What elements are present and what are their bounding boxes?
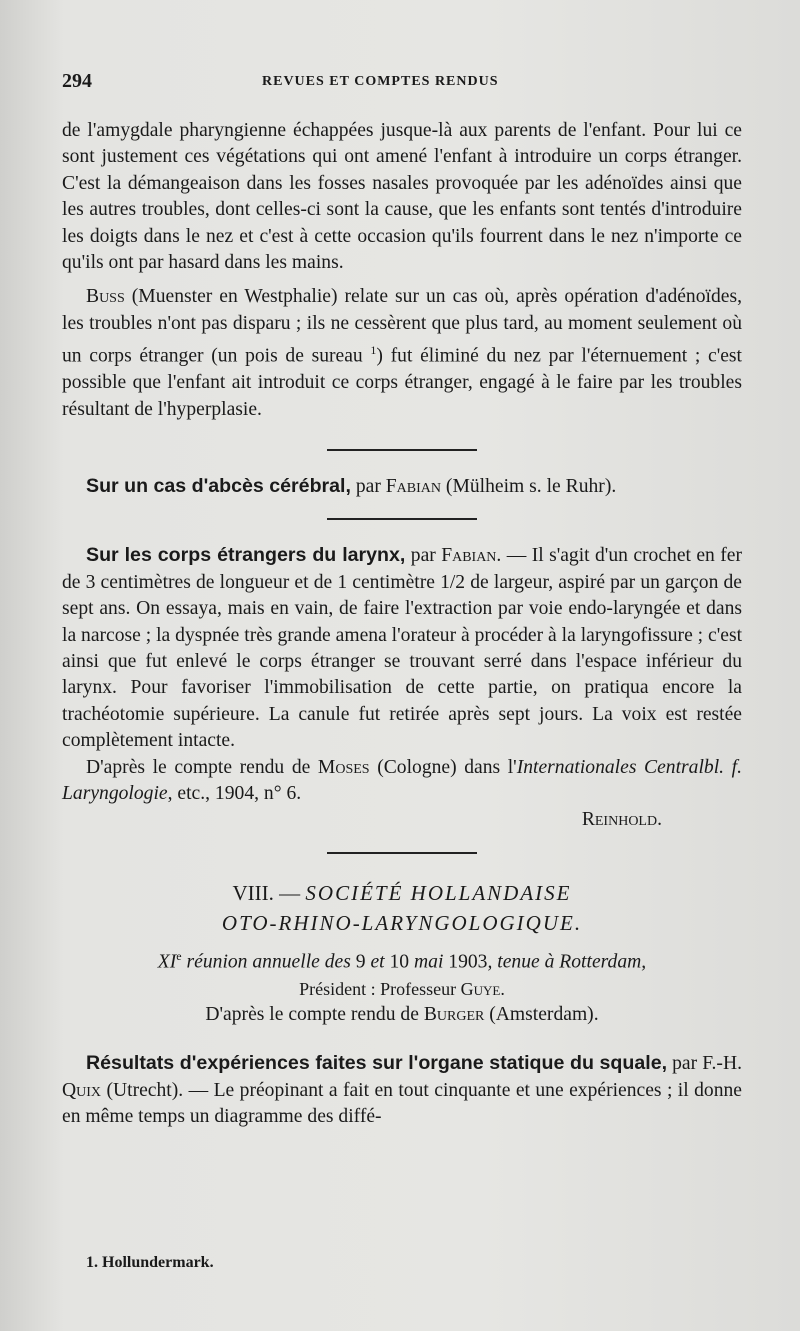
paragraph-abces: Sur un cas d'abcès cérébral, par Fabian (Mülheim s. le Ruhr).	[86, 475, 617, 497]
meeting-info: XIe réunion annuelle des 9 et 10 mai 1903, tenue à Rotterdam,	[157, 948, 647, 973]
report-line: D'après le compte rendu de Burger (Amsterdam).	[205, 1004, 599, 1026]
paragraph-squale: Résultats d'expériences faites sur l'organe statique du squale, par F.-H. Quix (Utrecht). — Le préopinant a fait en tout cinquante et une expériences ; il donne en même temps un diagramme des diffé-	[62, 1052, 742, 1128]
signature: Reinhold.	[581, 809, 662, 831]
paragraph-buss: Buss (Muenster en Westphalie) relate sur un cas où, après opération d'adénoïdes, les troubles n'ont pas disparu ; ils ne cessèrent que plus tard, au moment seulement où un corps étranger (un pois de sureau $^1$) fut éliminé du nez par l'éternuement ; c'est possible que l'enfant ait introduit ce corps étranger, engagé à le faire par les troubles résultant de l'hyperplasie.	[62, 286, 742, 420]
paragraph-source: D'après le compte rendu de Moses (Cologne) dans l'Internationales Centralbl. f. Laryngologie, etc., 1904, n° 6.	[62, 756, 742, 805]
paragraph-larynx: Sur les corps étrangers du larynx, par Fabian. — Il s'agit d'un crochet en fer de 3 centimètres de longueur et de 1 centimètre 1/2 de largeur, aspiré par un garçon de sept ans. On essaya, mais en vain, de faire l'extraction par voie endo-laryngée et dans la narcose ; la dyspnée très grande amena l'orateur à procéder à la laryngofissure ; c'est ainsi que fut enlevé le corps étranger se trouvant serré dans l'espace inférieur du larynx. Pour favoriser l'immobilisation de cette partie, on pratiqua encore la trachéotomie supérieure. La canule fut retirée après sept jours. La voix est restée complètement intacte.	[62, 544, 743, 752]
article-title-larynx: Sur les corps étrangers du larynx,	[86, 544, 406, 567]
author-burger: Burger	[423, 1004, 485, 1026]
page-body	[62, 118, 742, 1131]
author-fabian: Fabian.	[441, 545, 502, 567]
article-title-squale: Résultats d'expériences faites sur l'organe statique du squale,	[86, 1052, 668, 1075]
footnote-ref: 1	[370, 343, 377, 358]
page-header	[62, 70, 742, 100]
article-title-abces: Sur un cas d'abcès cérébral,	[86, 475, 351, 497]
president-name: Guye.	[460, 978, 505, 999]
running-head: REVUES ET COMPTES RENDUS	[262, 74, 499, 89]
page-number: 294	[62, 70, 92, 92]
footnote: 1. Hollundermark.	[86, 1254, 214, 1271]
president-line: Président : Professeur Guye.	[299, 978, 505, 999]
author-quix: Quix	[62, 1079, 102, 1101]
paragraph-adenoids: de l'amygdale pharyngienne échappées jusque-là aux parents de l'enfant. Pour lui ce sont justement ces végétations qui ont amené l'enfant à introduire un corps étranger. C'est la démangeaison dans les fosses nasales provoquée par les adénoïdes ainsi que les autres troubles, dont celles-ci sont la cause, que les enfants sont tentés d'introduire les doigts dans le nez et c'est à cette occasion qu'ils fourrent dans le nez n'importe ce qu'ils ont par hasard dans les mains.	[62, 120, 742, 274]
section-subtitle: OTO-RHINO-LARYNGOLOGIQUE.	[221, 911, 583, 936]
author-buss: Buss	[86, 286, 125, 308]
author-moses: Moses	[317, 756, 370, 778]
author-fabian: Fabian	[385, 476, 442, 497]
section-title: VIII. — SOCIÉTÉ HOLLANDAISE	[232, 880, 572, 905]
journal-title: Internationales Centralbl. f. Laryngologie	[62, 756, 742, 805]
